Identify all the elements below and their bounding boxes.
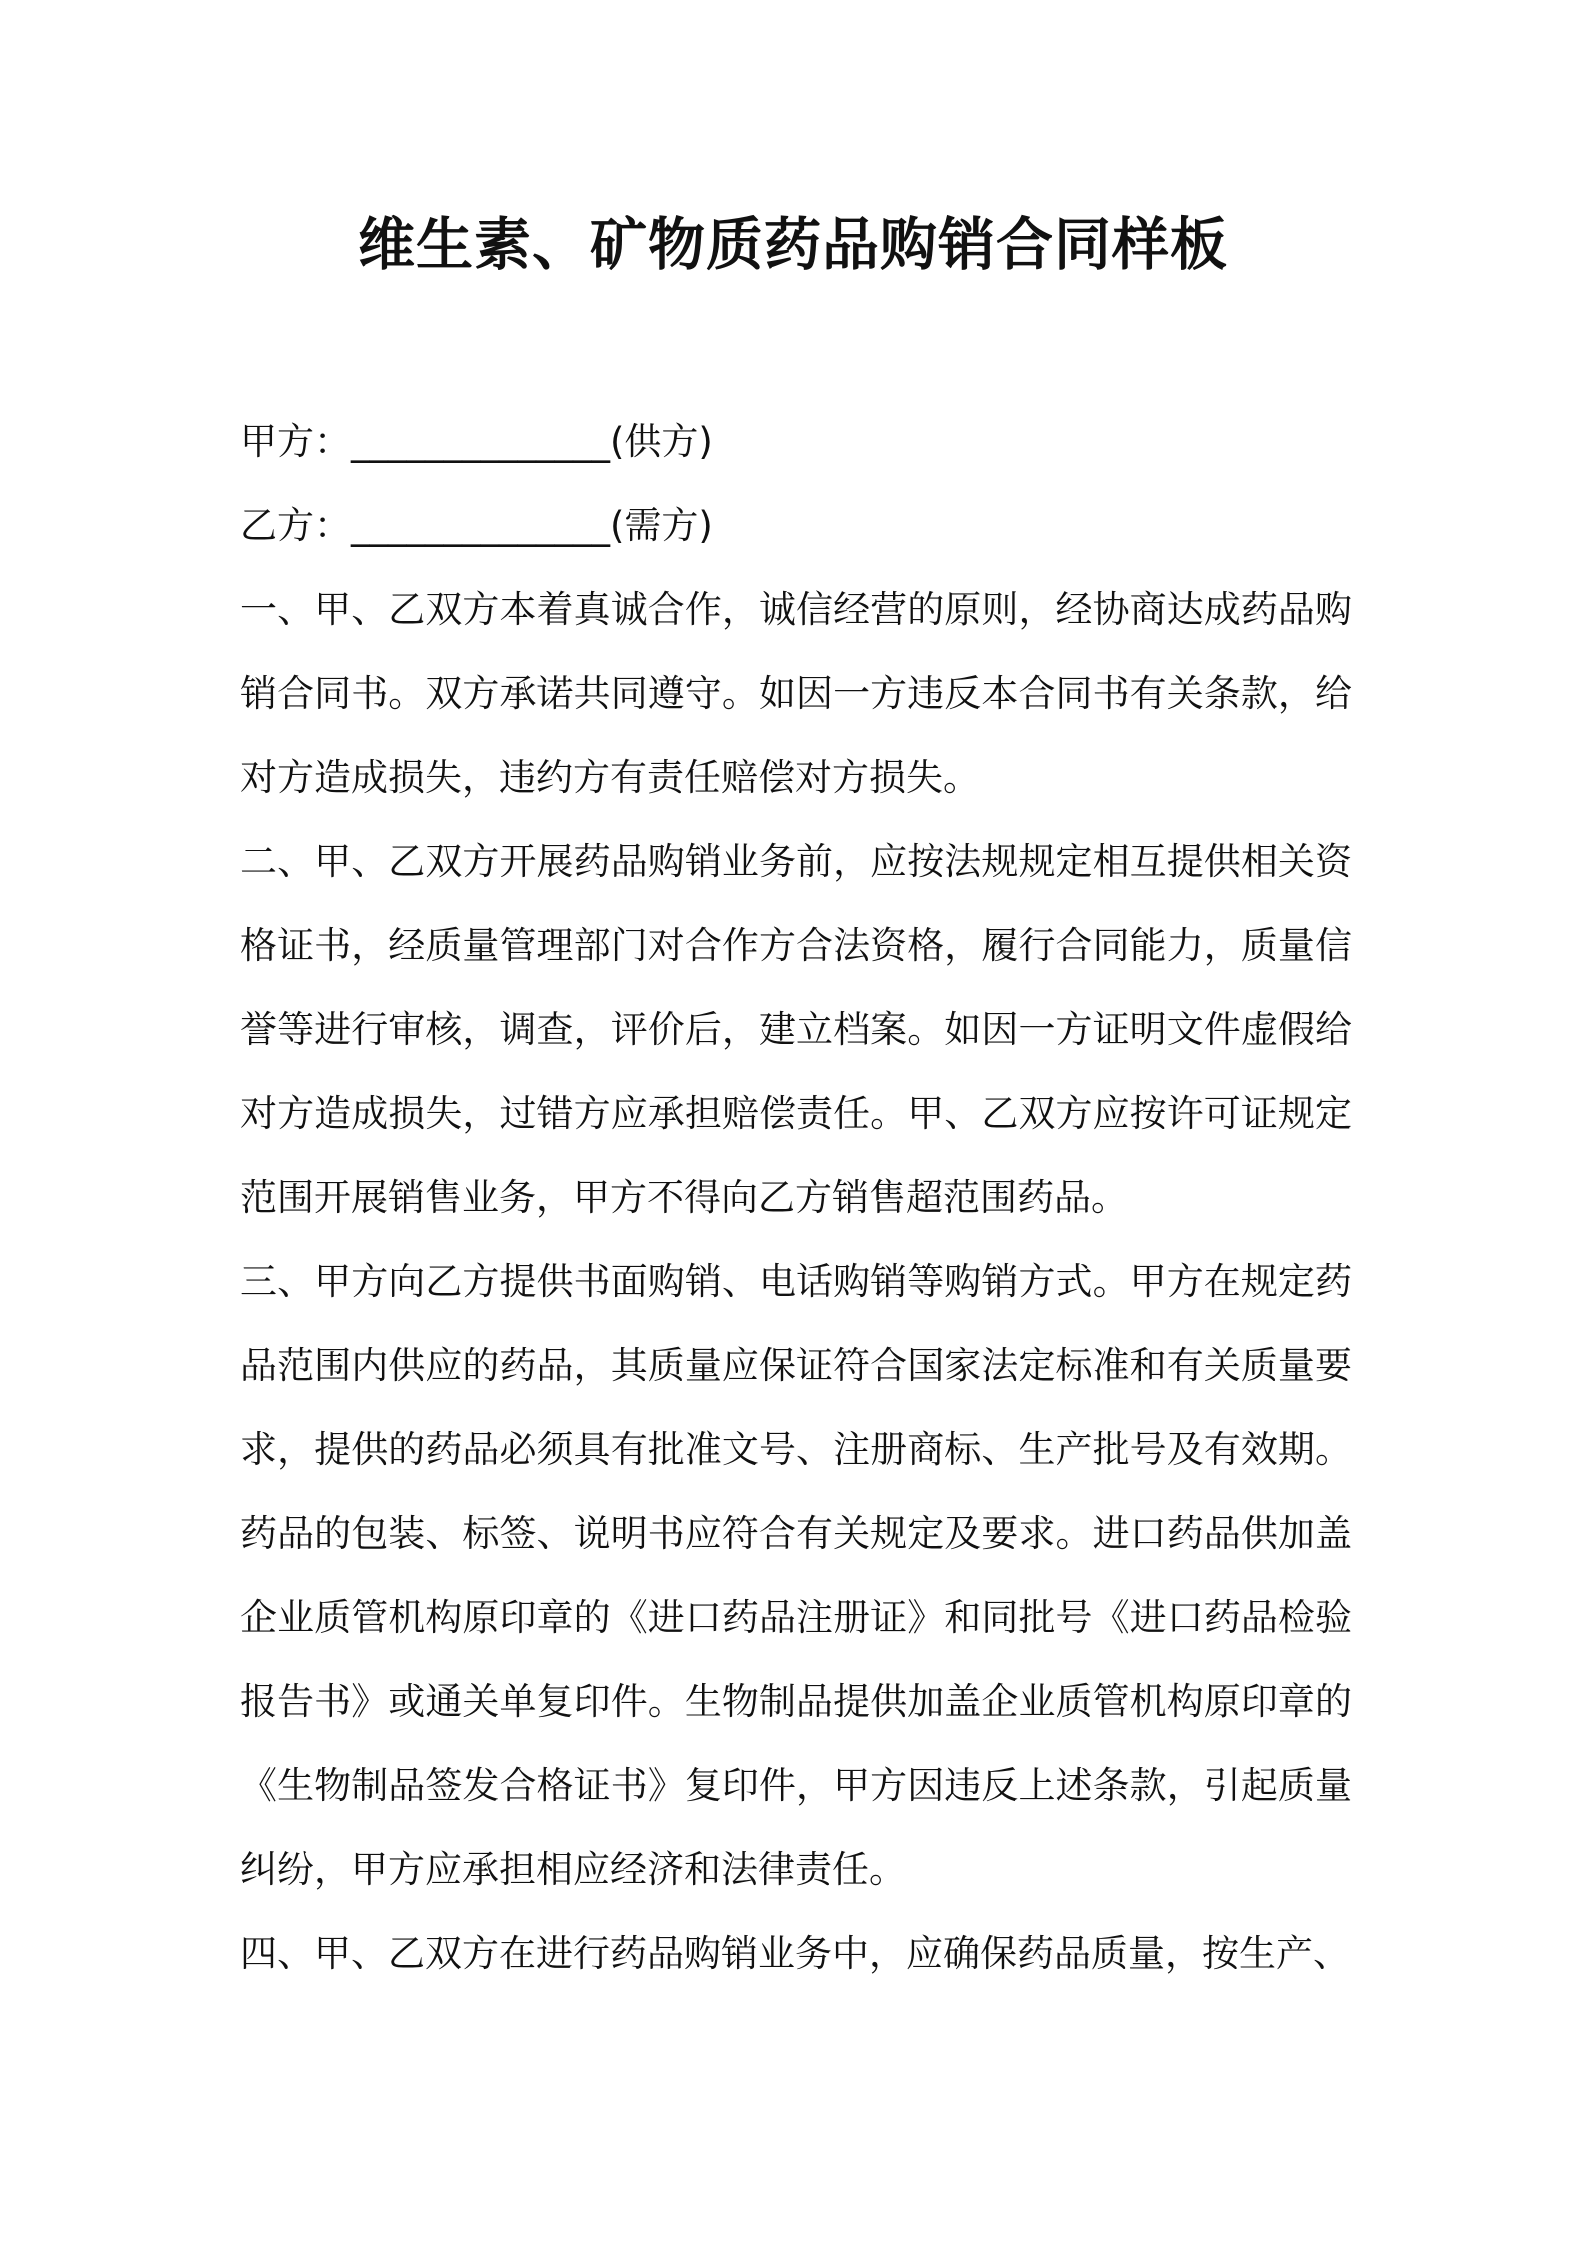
party-a-line: 甲方：______________(供方) xyxy=(240,420,713,463)
party-b-line: 乙方：______________(需方) xyxy=(240,504,713,547)
document-body xyxy=(240,400,1352,1996)
clause-3: 三、甲方向乙方提供书面购销、电话购销等购销方式。甲方在规定药品范围内供应的药品，其质量应保证符合国家法定标准和有关质量要求，提供的药品必须具有批准文号、注册商标、生产批号及有效期。药品的包装、标签、说明书应符合有关规定及要求。进口药品供加盖企业质管机构原印章的《进口药品注册证》和同批号《进口药品检验报告书》或通关单复印件。生物制品提供加盖企业质管机构原印章的《生物制品签发合格证书》复印件，甲方因违反上述条款，引起质量纠纷，甲方应承担相应经济和法律责任。 xyxy=(240,1260,1352,1891)
clause-4: 四、甲、乙双方在进行药品购销业务中，应确保药品质量，按生产、 xyxy=(240,1932,1350,1975)
document-title: 维生素、矿物质药品购销合同样板 xyxy=(358,212,1228,278)
clause-2: 二、甲、乙双方开展药品购销业务前，应按法规规定相互提供相关资格证书，经质量管理部门对合作方合法资格，履行合同能力，质量信誉等进行审核，调查，评价后，建立档案。如因一方证明文件虚假给对方造成损失，过错方应承担赔偿责任。甲、乙双方应按许可证规定范围开展销售业务，甲方不得向乙方销售超范围药品。 xyxy=(240,840,1352,1219)
clause-1: 一、甲、乙双方本着真诚合作，诚信经营的原则，经协商达成药品购销合同书。双方承诺共同遵守。如因一方违反本合同书有关条款，给对方造成损失，违约方有责任赔偿对方损失。 xyxy=(240,588,1352,799)
